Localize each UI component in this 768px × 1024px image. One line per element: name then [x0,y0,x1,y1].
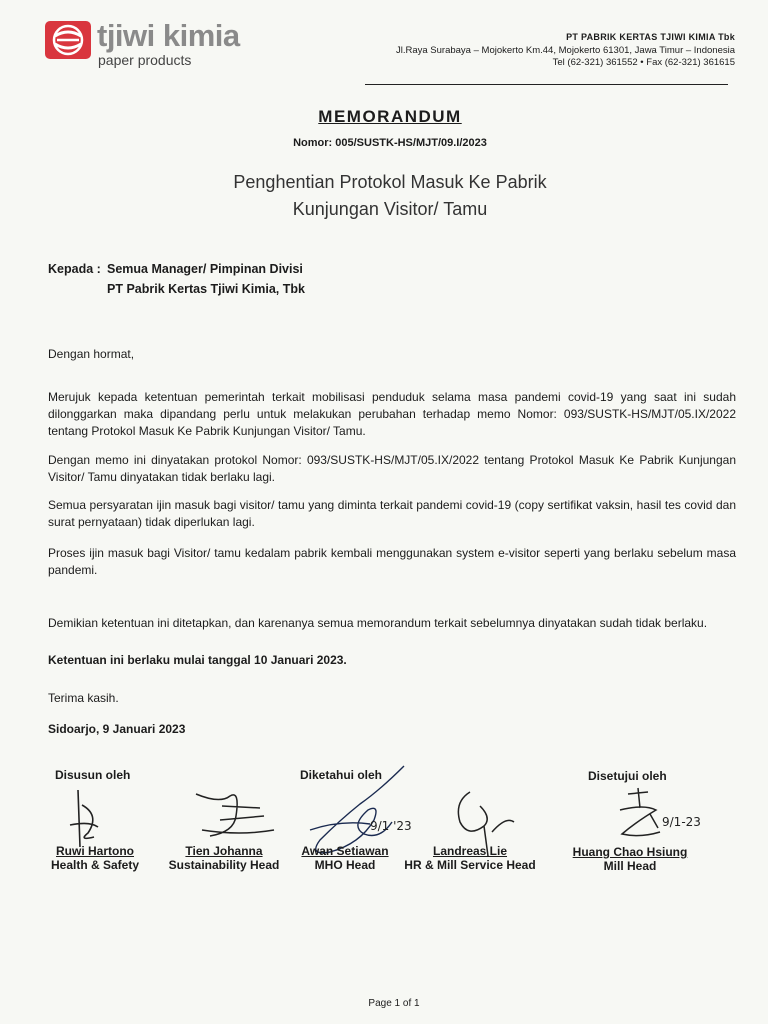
signer-name-4: Landreas Lie [432,844,508,858]
signature-huang-chao-hsiung [600,784,710,854]
letterhead-divider [365,84,728,85]
signer-name-3: Awan Setiawan [301,844,389,858]
handwritten-date-2: 9/1-23 [662,815,701,829]
memo-title: MEMORANDUM [318,107,462,126]
paragraph-3: Semua persyaratan ijin masuk bagi visitor/ tamu yang diminta terkait pandemi covid-19 (copy sertifikat vaksin, hasil tes covid dan surat pernyataan) tidak diperlukan lagi. [48,498,736,529]
signer-name-1: Ruwi Hartono [56,844,134,858]
acknowledged-by-label: Diketahui oleh [300,768,383,782]
signer-role-1: Health & Safety [50,858,140,872]
page-number: Page 1 of 1 [368,998,420,1009]
paragraph-2: Dengan memo ini dinyatakan protokol Nomor: 093/SUSTK-HS/MJT/05.IX/2022 tentang Protokol Masuk Ke Pabrik Kunjungan Visitor/ Tamu dinyatakan tidak berlaku lagi. [48,453,736,484]
logo-tagline: paper products [98,52,192,68]
memo-number: Nomor: 005/SUSTK-HS/MJT/09.I/2023 [293,137,487,149]
prepared-by-label: Disusun oleh [55,768,131,782]
closing-thanks: Terima kasih. [48,691,119,705]
signer-role-3: MHO Head [314,858,376,872]
signer-role-4: HR & Mill Service Head [404,858,536,872]
handwritten-date-1: 9/1 '23 [370,819,412,833]
effective-date-statement: Ketentuan ini berlaku mulai tanggal 10 Januari 2023. [48,653,347,667]
signer-name-5: Huang Chao Hsiung [572,845,688,859]
recipient-line1: Semua Manager/ Pimpinan Divisi [107,262,303,276]
signer-name-2: Tien Johanna [185,844,263,858]
memo-subject-line2: Kunjungan Visitor/ Tamu [292,199,488,219]
logo-wordmark: tjiwi kimia [97,18,240,53]
company-name: PT PABRIK KERTAS TJIWI KIMIA Tbk [566,32,735,42]
greeting: Dengan hormat, [48,347,135,361]
signer-role-2: Sustainability Head [168,858,280,872]
approved-by-label: Disetujui oleh [588,769,667,783]
company-telephone: Tel (62-321) 361552 • Fax (62-321) 361615 [552,57,735,68]
paragraph-1: Merujuk kepada ketentuan pemerintah terkait mobilisasi penduduk selama masa pandemi covid-19 yang saat ini sudah dilonggarkan maka dipandang perlu untuk melakukan perubahan terhadap memo Nomor: 093/SUSTK-HS/MJT/05.IX/2022 tentang Protokol Masuk Ke Pabrik Kunjungan Visitor/ Tamu. [48,390,736,438]
paragraph-5: Demikian ketentuan ini ditetapkan, dan karenanya semua memorandum terkait sebelumnya dinyatakan sudah tidak berlaku. [48,616,708,630]
memo-subject-line1: Penghentian Protokol Masuk Ke Pabrik [233,172,547,192]
signer-role-5: Mill Head [603,859,657,873]
recipient-line2: PT Pabrik Kertas Tjiwi Kimia, Tbk [107,282,305,296]
company-address: Jl.Raya Surabaya – Mojokerto Km.44, Mojokerto 61301, Jawa Timur – Indonesia [395,45,735,56]
paragraph-4: Proses ijin masuk bagi Visitor/ tamu kedalam pabrik kembali menggunakan system e-visitor seperti yang berlaku sebelum masa pandemi. [48,546,736,577]
recipient-label: Kepada : [48,262,101,276]
signature-tien-johanna [190,786,280,846]
company-logo-icon [44,20,92,60]
place-date: Sidoarjo, 9 Januari 2023 [48,722,186,736]
